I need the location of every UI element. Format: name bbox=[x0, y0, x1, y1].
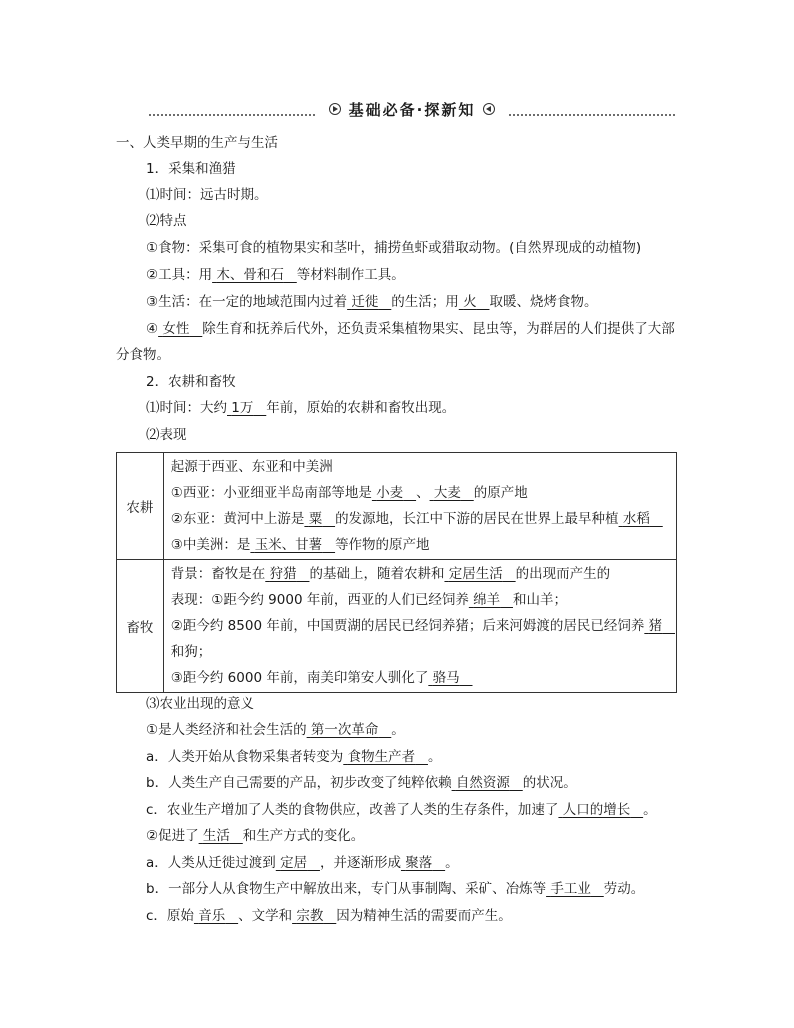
subsection-heading: 2．农耕和畜牧 bbox=[146, 374, 236, 390]
blank-fill: 第一次革命 bbox=[310, 722, 379, 738]
women-line: ④ 女性 除生育和抚养后代外，还负责采集植物果实、昆虫等，为群居的人们提供了大部 bbox=[146, 321, 675, 337]
women-line-cont: 分食物。 bbox=[116, 347, 170, 363]
life-line: ③生活：在一定的地域范围内过着 迁徙 的生活；用 火 取暖、烧烤食物。 bbox=[146, 294, 598, 310]
text-line: ①是人类经济和社会生活的 第一次革命 。 bbox=[146, 722, 405, 738]
text-line: c．原始 音乐 、文学和 宗教 因为精神生活的需要而产生。 bbox=[146, 908, 512, 924]
agriculture-table bbox=[116, 452, 677, 693]
blank-fill: 定居 bbox=[280, 855, 308, 871]
blank-fill: 生活 bbox=[202, 828, 230, 844]
blank-fill: 猪 bbox=[648, 618, 663, 634]
table-row bbox=[117, 560, 677, 693]
blank-fill: 玉米、甘薯 bbox=[254, 537, 323, 553]
row-content: 起源于西亚、东亚和中美洲 ①西亚：小亚细亚半岛南部等地是 小麦 、 大麦 的原产地 ②东亚：黄河中上游是 粟 的发源地，长江中下游的居民在世界上最早种植 水稻 ③中美洲：是 玉米、甘薯 等作物的原产地 bbox=[163, 453, 676, 560]
blank-fill: 定居生活 bbox=[448, 566, 503, 582]
arrow-left-icon bbox=[483, 103, 495, 115]
features-heading: ⑵特点 bbox=[146, 213, 187, 229]
text-line: c．农业生产增加了人类的食物供应，改善了人类的生存条件，加速了 人口的增长 。 bbox=[146, 802, 657, 818]
text-line: ②促进了 生活 和生产方式的变化。 bbox=[146, 828, 365, 844]
row-label: 农耕 bbox=[117, 453, 164, 560]
blank-fill: 绵羊 bbox=[473, 592, 501, 608]
blank-fill: 食物生产者 bbox=[347, 749, 416, 765]
table-row bbox=[117, 453, 677, 560]
blank-fill: 自然资源 bbox=[455, 775, 510, 791]
blank-fill: 聚落 bbox=[405, 855, 433, 871]
subsection-heading: 1．采集和渔猎 bbox=[146, 161, 236, 177]
text-line: a．人类开始从食物采集者转变为 食物生产者 。 bbox=[146, 749, 442, 765]
blank-fill: 水稻 bbox=[622, 511, 650, 527]
blank-fill: 女性 bbox=[162, 321, 190, 337]
blank-fill: 手工业 bbox=[550, 881, 591, 897]
text-line: b．一部分人从食物生产中解放出来，专门从事制陶、采矿、冶炼等 手工业 劳动。 bbox=[146, 881, 645, 897]
section-heading: 一、人类早期的生产与生活 bbox=[116, 135, 278, 151]
blank-fill: 木、骨和石 bbox=[216, 267, 284, 283]
blank-fill: 火 bbox=[463, 294, 477, 310]
blank-fill: 宗教 bbox=[296, 908, 324, 924]
blank-fill: 粟 bbox=[308, 511, 323, 527]
section-banner bbox=[148, 98, 676, 120]
blank-fill: 迁徙 bbox=[351, 294, 379, 310]
blank-fill: 大麦 bbox=[433, 485, 461, 501]
blank-fill: 音乐 bbox=[198, 908, 226, 924]
significance-heading: ⑶农业出现的意义 bbox=[146, 696, 254, 712]
blank-fill: 骆马 bbox=[432, 670, 460, 686]
arrow-right-icon bbox=[329, 103, 341, 115]
banner-title: 基础必备·探新知 bbox=[348, 100, 476, 119]
food-text: ①食物：采集可食的植物果实和茎叶，捕捞鱼虾或猎取动物。(自然界现成的动植物) bbox=[146, 240, 642, 256]
row-label: 畜牧 bbox=[117, 560, 164, 693]
blank-fill: 人口的增长 bbox=[562, 802, 631, 818]
tools-line: ②工具：用 木、骨和石 等材料制作工具。 bbox=[146, 267, 405, 283]
blank-fill: 小麦 bbox=[376, 485, 404, 501]
time-text: ⑴时间：远古时期。 bbox=[146, 187, 268, 203]
dotted-rule-left bbox=[148, 113, 316, 117]
blank-fill: 狩猎 bbox=[269, 566, 297, 582]
performance-heading: ⑵表现 bbox=[146, 427, 187, 443]
row-content: 背景：畜牧是在 狩猎 的基础上，随着农耕和 定居生活 的出现而产生的 表现：①距今约 9000 年前，西亚的人们已经饲养 绵羊 和山羊； ②距今约 8500 年前，中国贾湖的居民已经饲养猪；后来河姆渡的居民已经饲养 猪 和狗； ③距今约 6000 年前，南美印第安人驯化了 骆马 bbox=[163, 560, 676, 693]
dotted-rule-right bbox=[508, 113, 676, 117]
text-line: a．人类从迁徙过渡到 定居 ，并逐渐形成 聚落 。 bbox=[146, 855, 459, 871]
blank-fill: 1万 bbox=[231, 400, 254, 416]
time-line: ⑴时间：大约 1万 年前，原始的农耕和畜牧出现。 bbox=[146, 400, 456, 416]
text-line: b．人类生产自己需要的产品，初步改变了纯粹依赖 自然资源 的状况。 bbox=[146, 775, 577, 791]
